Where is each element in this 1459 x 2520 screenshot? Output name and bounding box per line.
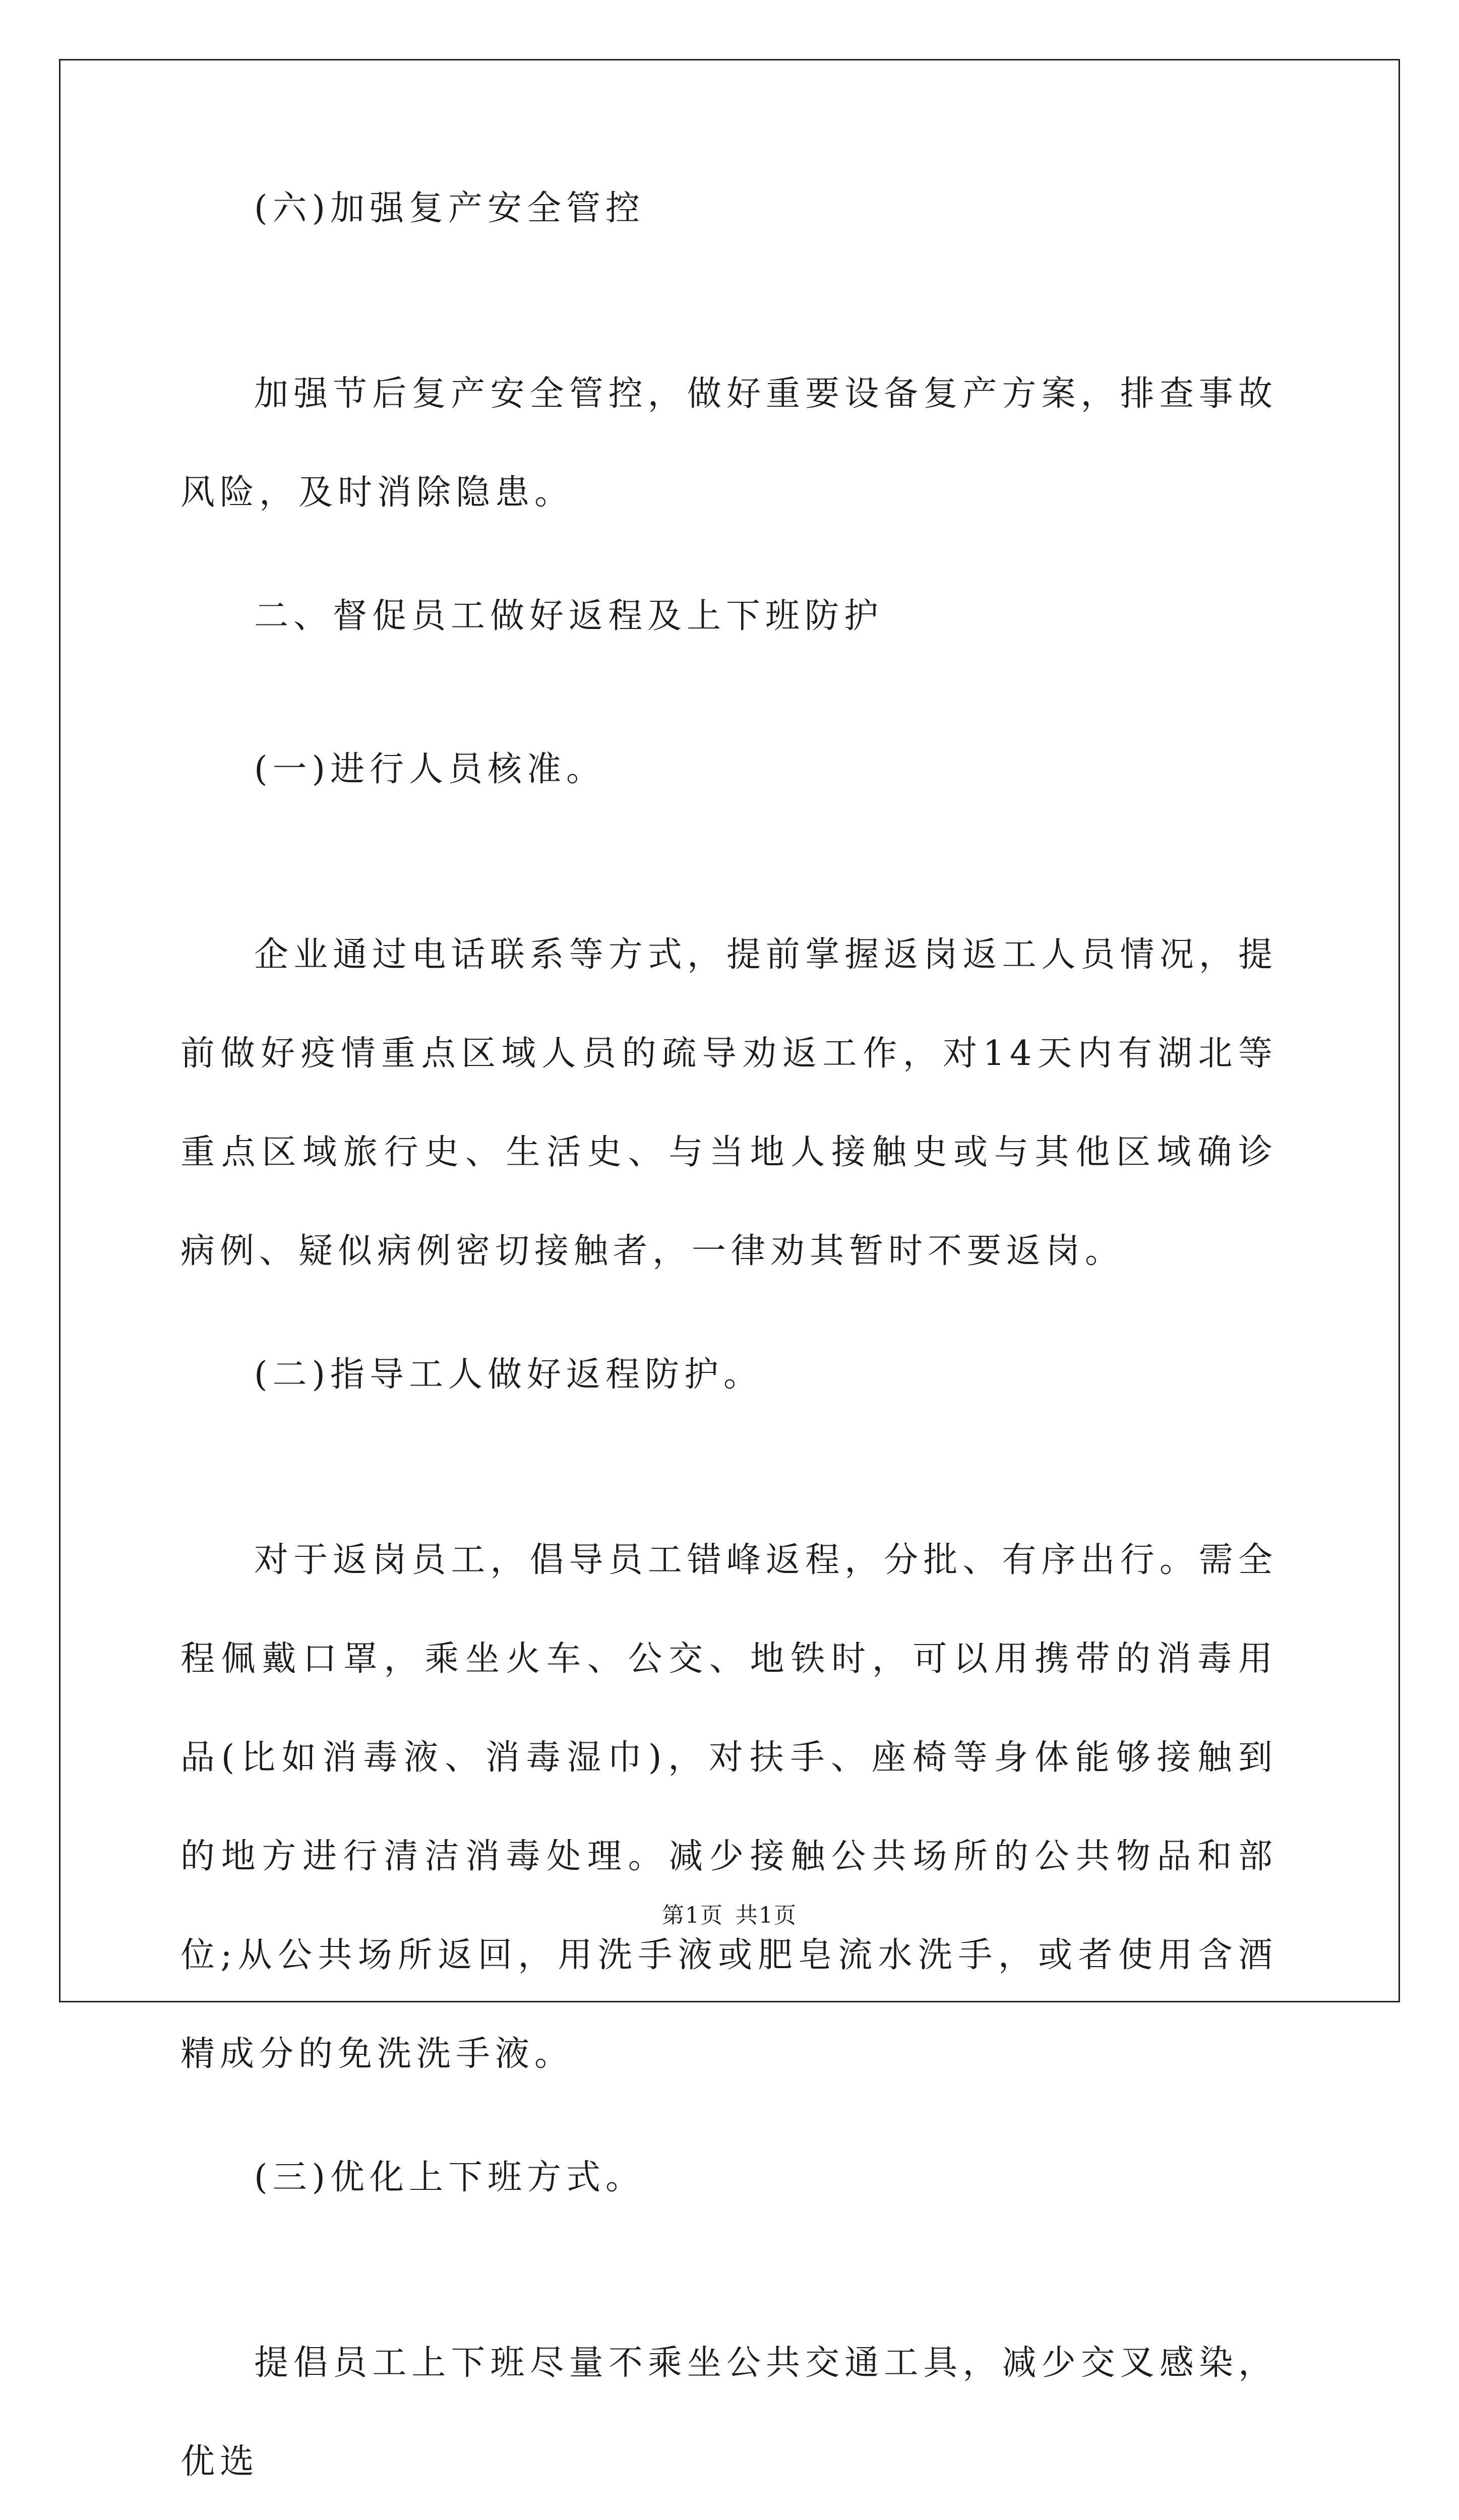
page-total: 共1页 bbox=[736, 1903, 797, 1928]
section-heading: (二)指导工人做好返程防护。 bbox=[254, 1355, 763, 1395]
body-paragraph: 企业通过电话联系等方式，提前掌握返岗返工人员情况，提前做好疫情重点区域人员的疏导劝返工作，对14天内有湖北等重点区域旅行史、生活史、与当地人接触史或与其他区域确诊病例、疑似病例密切接触者，一律劝其暂时不要返岗。 bbox=[180, 935, 1278, 1271]
section-heading: (六)加强复产安全管控 bbox=[254, 188, 645, 228]
body-paragraph: 提倡员工上下班尽量不乘坐公共交通工具，减少交叉感染，优选 bbox=[180, 2343, 1278, 2482]
document-body bbox=[180, 188, 1278, 2520]
section-heading: 二、督促员工做好返程及上下班防护 bbox=[254, 596, 884, 636]
body-paragraph: 对于返岗员工，倡导员工错峰返程，分批、有序出行。需全程佩戴口罩，乘坐火车、公交、地铁时，可以用携带的消毒用品(比如消毒液、消毒湿巾)，对扶手、座椅等身体能够接触到的地方进行清洁消毒处理。减少接触公共场所的公共物品和部位;从公共场所返回，用洗手液或肥皂流水洗手，或者使用含酒精成分的免洗洗手液。 bbox=[180, 1540, 1278, 2074]
section-heading: (一)进行人员核准。 bbox=[254, 749, 606, 789]
page-footer bbox=[0, 1897, 1459, 1929]
body-paragraph: 加强节后复产安全管控，做好重要设备复产方案，排查事故风险，及时消除隐患。 bbox=[180, 374, 1278, 513]
page-number: 第1页 bbox=[662, 1903, 723, 1928]
section-heading: (三)优化上下班方式。 bbox=[254, 2158, 645, 2197]
